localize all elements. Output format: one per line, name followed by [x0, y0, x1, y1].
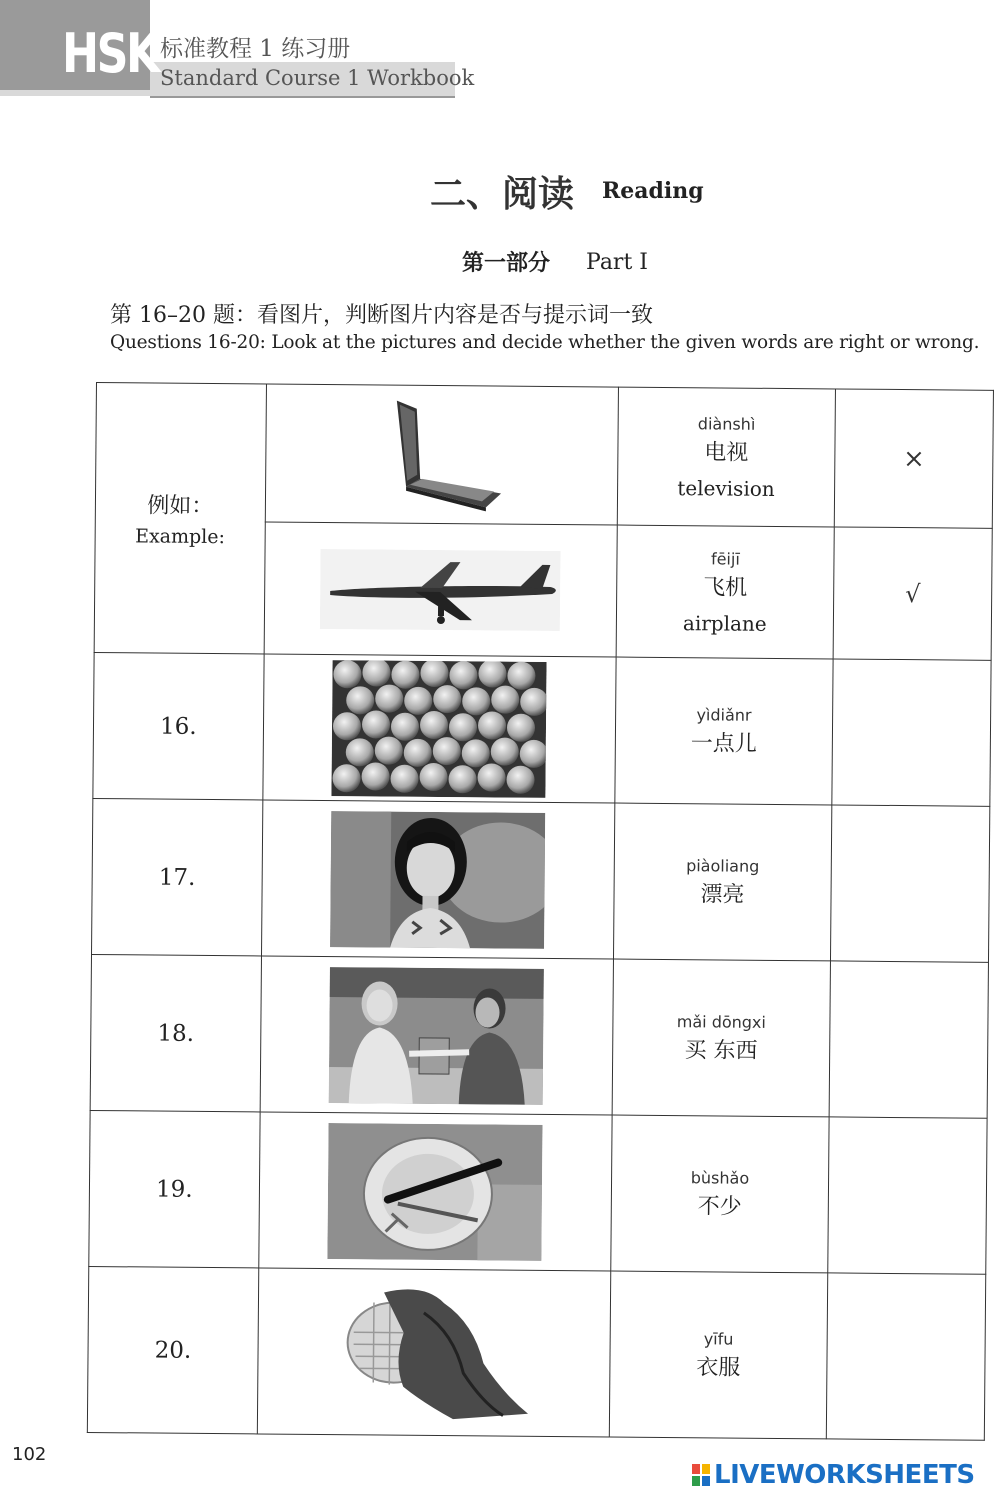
question-row	[92, 798, 990, 962]
example-answer-cell	[835, 389, 994, 528]
example-row	[95, 383, 993, 529]
question-number: 16.	[159, 713, 197, 740]
word-pinyin: yìdiǎnr	[696, 704, 752, 725]
section-title-cn: 二、阅读	[430, 173, 575, 215]
word-hanzi: 一点儿	[690, 730, 757, 757]
example-word-cell	[617, 387, 836, 527]
watermark-text: LIVEWORKSHEETS	[714, 1460, 975, 1490]
part-title-cn: 第一部分	[462, 250, 551, 276]
word-pinyin: fēijī	[710, 548, 740, 569]
question-number-cell	[90, 954, 261, 1111]
question-number: 18.	[157, 1020, 195, 1047]
example-label-cell	[94, 383, 266, 654]
laptop-picture	[376, 398, 507, 511]
part-title-en: Part Ⅰ	[586, 250, 648, 275]
question-word-cell	[614, 657, 833, 805]
question-word-cell	[609, 1271, 828, 1439]
answer-cell[interactable]	[829, 961, 988, 1118]
question-picture-cell	[263, 654, 616, 803]
word-pinyin: yīfu	[703, 1328, 734, 1349]
word-english: television	[677, 475, 775, 501]
question-number-cell	[92, 798, 263, 955]
example-answer-cell	[833, 527, 992, 660]
laundry-basket-picture	[333, 1282, 534, 1424]
example-label-en: Example:	[135, 525, 226, 549]
answer-cell[interactable]	[832, 659, 991, 806]
word-hanzi: 飞机	[703, 574, 748, 601]
hsk-logo: HSK	[62, 22, 158, 85]
woman-portrait-picture	[330, 811, 545, 949]
question-number: 20.	[154, 1337, 192, 1364]
question-number-cell	[89, 1110, 260, 1267]
question-picture-cell	[257, 1268, 610, 1437]
book-title-cn: 标准教程 1 练习册	[160, 36, 351, 62]
example-label-cn: 例如：	[147, 493, 214, 520]
example-word-cell	[616, 525, 835, 659]
word-english: airplane	[682, 610, 767, 636]
question-number-cell	[87, 1266, 258, 1433]
question-picture-cell	[261, 800, 614, 959]
answer-cell[interactable]	[828, 1117, 987, 1274]
question-word-cell	[610, 1115, 829, 1273]
word-hanzi: 衣服	[696, 1354, 741, 1381]
check-mark: √	[905, 579, 921, 608]
liveworksheets-watermark	[692, 1460, 975, 1490]
book-title-en: Standard Course 1 Workbook	[160, 66, 475, 90]
question-row	[89, 1110, 987, 1274]
question-number: 19.	[155, 1176, 193, 1203]
instructions-cn: 第 16–20 题：看图片，判断图片内容是否与提示词一致	[110, 303, 653, 328]
question-picture-cell	[260, 956, 613, 1115]
word-pinyin: diànshì	[697, 413, 756, 434]
header-divider	[150, 96, 455, 98]
word-pinyin: mǎi dōngxi	[676, 1011, 766, 1032]
wrong-mark: ×	[902, 443, 926, 474]
question-word-cell	[612, 959, 831, 1117]
word-hanzi: 漂亮	[700, 881, 745, 908]
empty-plate-picture	[328, 1123, 543, 1261]
section-title-en: Reading	[602, 178, 704, 204]
question-number-cell	[93, 652, 264, 799]
question-row	[93, 652, 991, 806]
word-hanzi: 电视	[704, 439, 749, 466]
answer-cell[interactable]	[831, 805, 990, 962]
example-picture-cell	[264, 522, 617, 657]
questions-table	[87, 382, 994, 1441]
apples-picture	[332, 660, 547, 798]
word-pinyin: piàoliang	[686, 855, 760, 876]
question-number: 17.	[158, 864, 196, 891]
airplane-picture	[320, 548, 561, 630]
word-hanzi: 买 东西	[684, 1037, 758, 1064]
question-row	[90, 954, 988, 1118]
question-word-cell	[613, 803, 832, 961]
page-number: 102	[12, 1444, 47, 1465]
word-pinyin: bùshǎo	[690, 1167, 750, 1188]
question-picture-cell	[259, 1112, 612, 1271]
word-hanzi: 不少	[697, 1193, 742, 1220]
shopping-picture	[329, 967, 544, 1105]
instructions-en: Questions 16-20: Look at the pictures and decide whether the given words are right or wrong.	[110, 332, 980, 353]
liveworksheets-logo-icon	[692, 1464, 710, 1486]
answer-cell[interactable]	[827, 1273, 986, 1440]
question-row	[87, 1266, 985, 1440]
example-picture-cell	[265, 384, 618, 525]
